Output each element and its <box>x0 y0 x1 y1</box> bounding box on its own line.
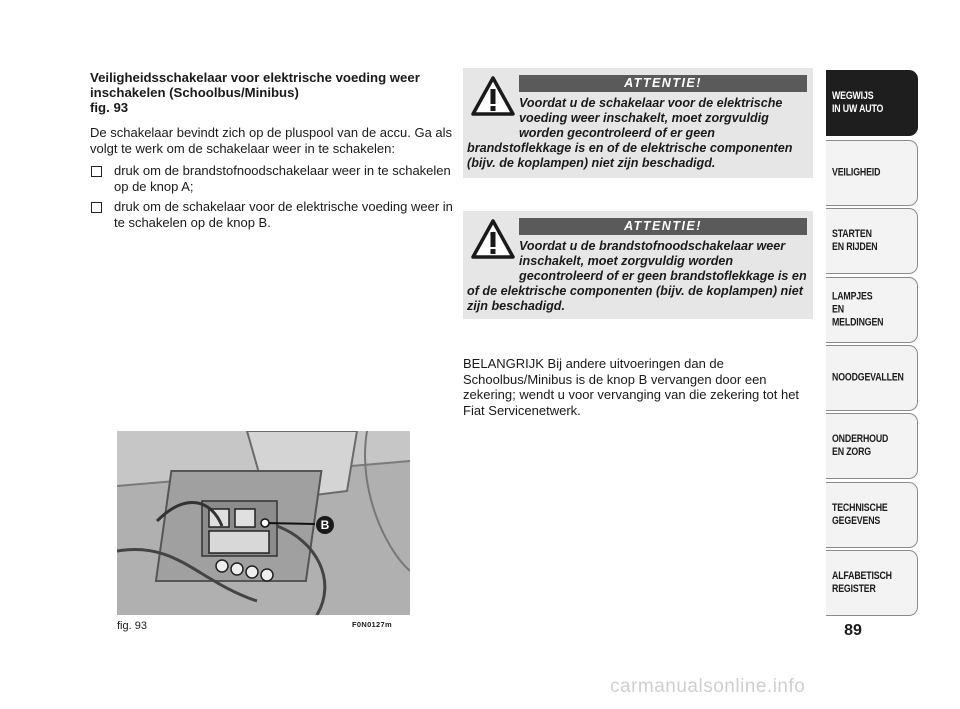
attention-title: ATTENTIE! <box>519 218 807 235</box>
attention-box <box>463 211 813 319</box>
battery-illustration <box>117 431 410 615</box>
watermark: carmanualsonline.info <box>610 676 806 697</box>
instruction-list <box>90 163 460 235</box>
attention-text: Voordat u de brandstofnoodschakelaar weer inschakelt, moet zorgvuldig worden gecontroleerd of er geen brandstoflekkage is en of de elektrische componenten (bijv. de koplampen) niet zijn beschadigd. <box>467 239 807 313</box>
tab-label: STARTEN EN RIJDEN <box>832 228 878 253</box>
list-item <box>90 163 460 195</box>
section-title: Veiligheidsschakelaar voor elektrische voeding weer inschakelen (Schoolbus/Minibus) <box>90 70 420 100</box>
tab-label: WEGWIJS IN UW AUTO <box>832 90 884 115</box>
checkbox-bullet-icon <box>91 166 102 177</box>
section-fig-ref: fig. 93 <box>90 100 129 115</box>
tab-technische[interactable] <box>826 482 918 548</box>
figure-code: F0N0127m <box>352 620 392 629</box>
section-heading <box>90 70 460 115</box>
tab-label: NOODGEVALLEN <box>832 371 904 384</box>
important-note: BELANGRIJK Bij andere uitvoeringen dan de Schoolbus/Minibus is de knop B vervangen door een zekering; wendt u voor vervanging van die zekering tot het Fiat Servicenetwerk. <box>463 356 800 418</box>
attention-box <box>463 68 813 178</box>
tab-starten[interactable] <box>826 208 918 274</box>
tab-noodgevallen[interactable] <box>826 345 918 411</box>
tab-register[interactable] <box>826 550 918 616</box>
tab-label: LAMPJES EN MELDINGEN <box>832 290 884 329</box>
tab-label: VEILIGHEID <box>832 166 881 179</box>
intro-paragraph: De schakelaar bevindt zich op de pluspool van de accu. Ga als volgt te werk om de schakelaar weer in te schakelen: <box>90 125 453 156</box>
list-item-text: druk om de schakelaar voor de elektrische voeding weer in te schakelen op de knop B. <box>114 199 453 230</box>
attention-text: Voordat u de schakelaar voor de elektrische voeding weer inschakelt, moet zorgvuldig worden gecontroleerd of er geen brandstoflekkage is en of de elektrische componenten (bijv. de koplampen) niet zijn beschadigd. <box>467 96 793 170</box>
list-item-text: druk om de brandstofnoodschakelaar weer in te schakelen op de knop A; <box>114 163 451 194</box>
tab-label: TECHNISCHE GEGEVENS <box>832 502 888 527</box>
page-number: 89 <box>844 622 862 639</box>
callout-label-b: B <box>320 518 330 532</box>
tab-onderhoud[interactable] <box>826 413 918 479</box>
tab-label: ALFABETISCH REGISTER <box>832 570 892 595</box>
checkbox-bullet-icon <box>91 202 102 213</box>
attention-title: ATTENTIE! <box>519 75 807 92</box>
battery-switch-photo <box>117 431 410 615</box>
tab-veiligheid[interactable] <box>826 140 918 206</box>
list-item <box>90 199 460 231</box>
tab-lampjes[interactable] <box>826 277 918 343</box>
figure-caption: fig. 93 <box>117 620 147 632</box>
tab-label: ONDERHOUD EN ZORG <box>832 433 889 458</box>
tab-wegwijs[interactable] <box>826 70 918 136</box>
